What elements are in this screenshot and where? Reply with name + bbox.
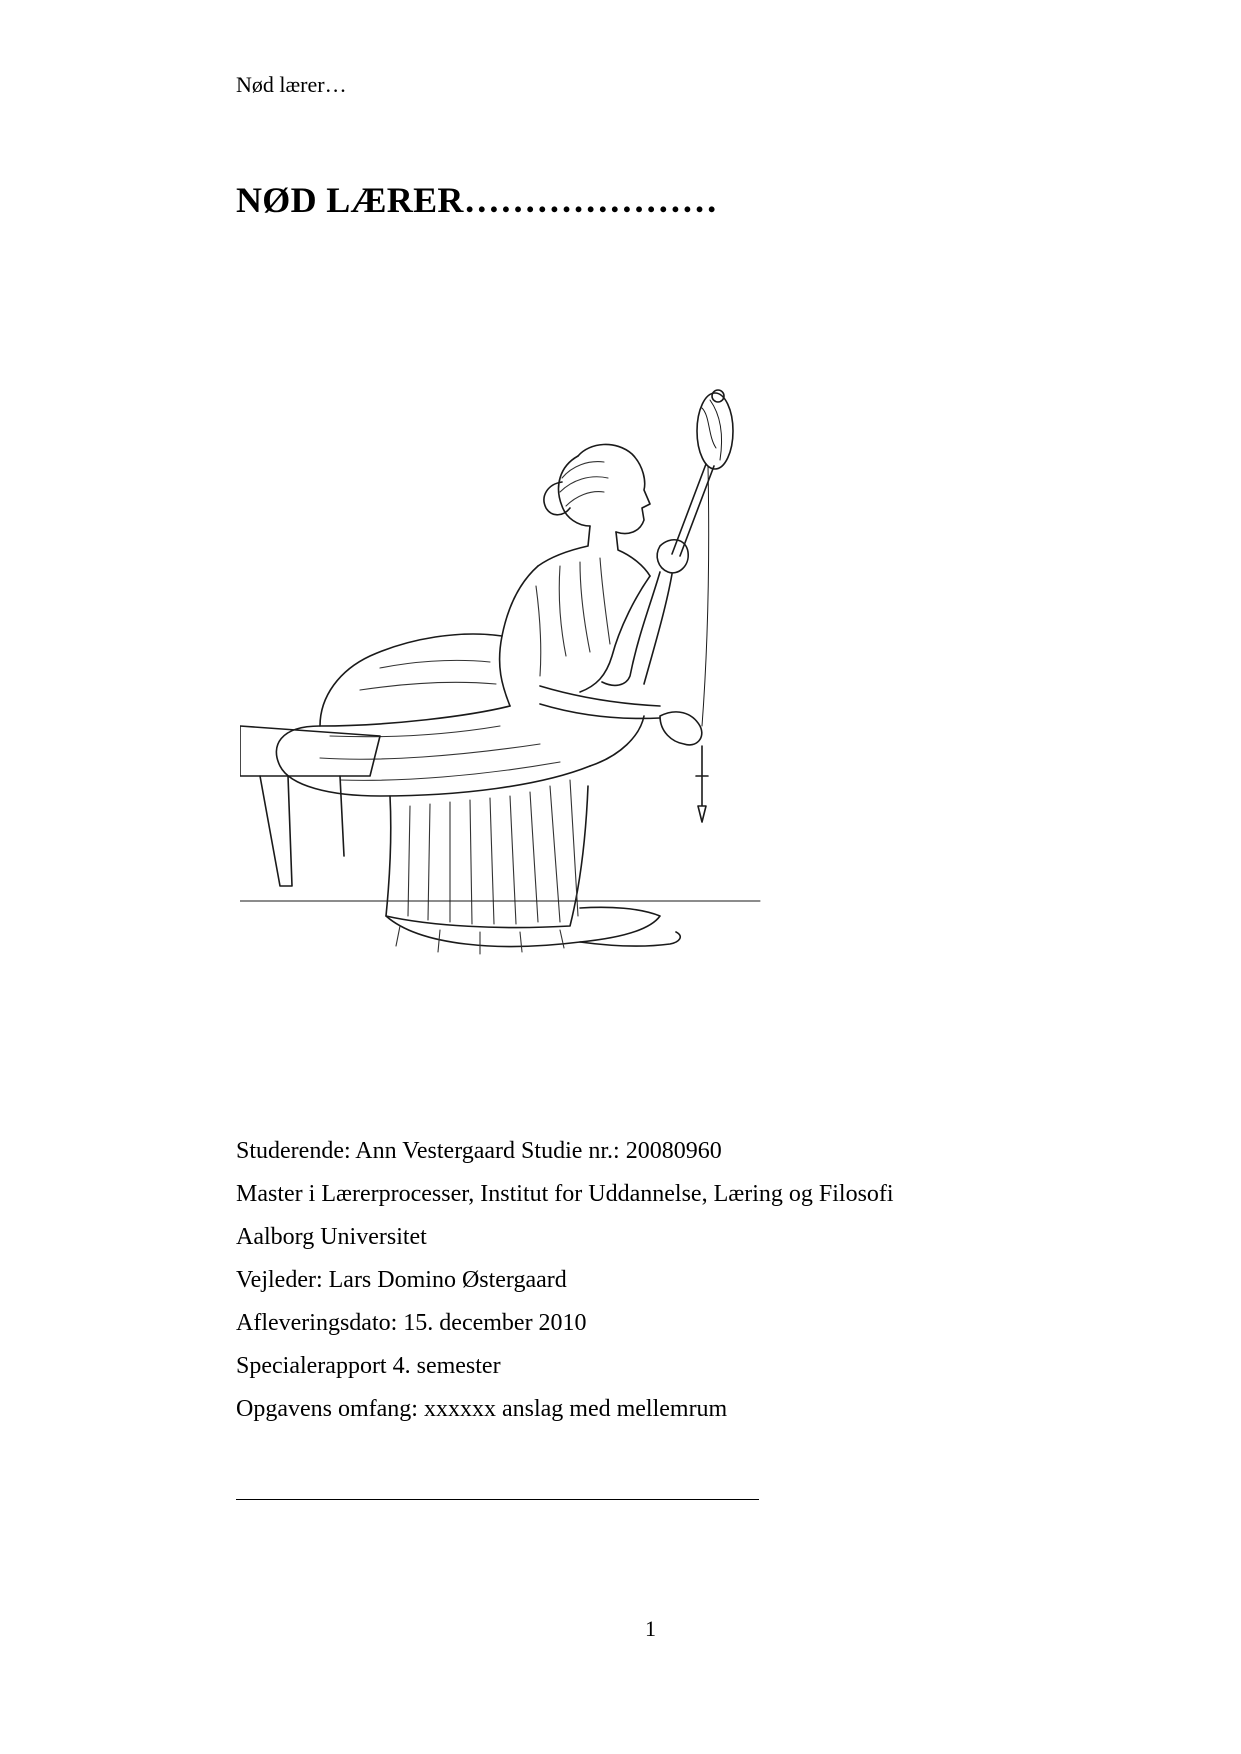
report-type-line: Specialerapport 4. semester — [236, 1353, 501, 1379]
supervisor-line: Vejleder: Lars Domino Østergaard — [236, 1267, 567, 1293]
page-number: 1 — [645, 1616, 656, 1641]
signature-line — [236, 1499, 759, 1500]
scope-line: Opgavens omfang: xxxxxx anslag med mellemrum — [236, 1396, 728, 1422]
submission-date-line: Afleveringsdato: 15. december 2010 — [236, 1310, 587, 1336]
spinning-woman-illustration — [240, 386, 780, 1036]
submission-info — [236, 1130, 894, 1431]
programme-line: Master i Lærerprocesser, Institut for Uddannelse, Læring og Filosofi — [236, 1181, 894, 1207]
student-line: Studerende: Ann Vestergaard Studie nr.: 20080960 — [236, 1138, 722, 1164]
running-header: Nød lærer… — [236, 72, 347, 97]
university-line: Aalborg Universitet — [236, 1224, 427, 1250]
document-title: NØD LÆRER………………… — [236, 180, 718, 220]
